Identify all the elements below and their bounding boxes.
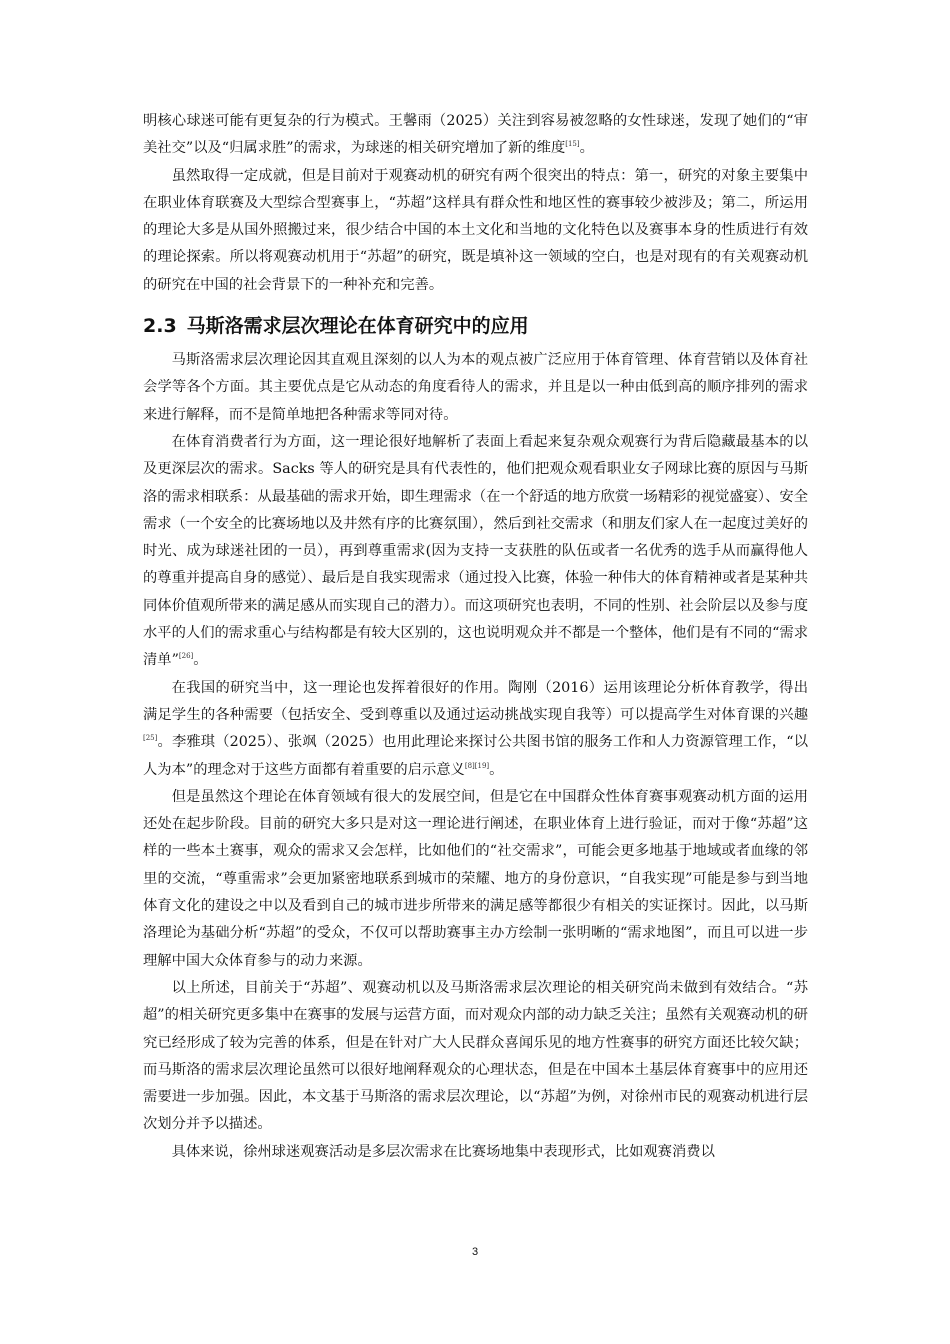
text-run: 。 [193, 652, 208, 669]
paragraph [143, 347, 808, 429]
text-run: 。 [489, 761, 504, 778]
text-run: 以上所述，目前关于“苏超”、观赛动机以及马斯洛需求层次理论的相关研究尚未做到有效结合。“苏超”的相关研究更多集中在赛事的发展与运营方面，而对观众内部的动力缺乏关注；虽然有关观赛动机的研究已经形成了较为完善的体系，但是在针对广大人民群众喜闻乐见的地方性赛事的研究方面还比较欠缺；而马斯洛的需求层次理论虽然可以很好地阐释观众的心理状态，但是在中国本土基层体育赛事中的应用还需要进一步加强。因此，本文基于马斯洛的需求层次理论，以“苏超”为例，对徐州市民的观赛动机进行层次划分并予以描述。 [143, 979, 808, 1133]
text-run: 。李雅琪（2025）、张飒（2025）也用此理论来探讨公共图书馆的服务工作和人力资源管理工作，“以人为本”的理念对于这些方面都有着重要的启示意义 [143, 734, 808, 778]
text-run: 虽然取得一定成就，但是目前对于观赛动机的研究有两个很突出的特点：第一，研究的对象主要集中在职业体育联赛及大型综合型赛事上，“苏超”这样具有群众性和地区性的赛事较少被涉及；第二，所运用的理论大多是从国外照搬过来，很少结合中国的本土文化和当地的文化特色以及赛事本身的性质进行有效的理论探索。所以将观赛动机用于“苏超”的研究，既是填补这一领域的空白，也是对现有的有关观赛动机的研究在中国的社会背景下的一种补充和完善。 [143, 167, 808, 293]
section-number: 2.3 [143, 315, 177, 338]
text-run: 在我国的研究当中，这一理论也发挥着很好的作用。陶刚（2016）运用该理论分析体育教学，得出满足学生的各种需要（包括安全、受到尊重以及通过运动挑战实现自我等）可以提高学生对体育课的兴趣 [143, 679, 808, 723]
paragraph [143, 429, 808, 675]
paragraph [143, 975, 808, 1139]
paragraph-group-section [143, 347, 808, 1166]
section-heading [143, 312, 808, 340]
text-run: 具体来说，徐州球迷观赛活动是多层次需求在比赛场地集中表现形式，比如观赛消费以 [171, 1143, 715, 1160]
paragraph [143, 675, 808, 784]
text-run: 但是虽然这个理论在体育领域有很大的发展空间，但是它在中国群众性体育赛事观赛动机方面的运用还处在起步阶段。目前的研究大多只是对这一理论进行阐述，在职业体育上进行验证，而对于像“苏超”这样的一些本土赛事，观众的需求又会怎样，比如他们的“社交需求”，可能会更多地基于地域或者血缘的邻里的交流，“尊重需求”会更加紧密地联系到城市的荣耀、地方的身份意识，“自我实现”可能是参与到当地体育文化的建设之中以及看到自己的城市进步所带来的满足感等都很少有相关的实证探讨。因此，以马斯洛理论为基础分析“苏超”的受众，不仅可以帮助赛事主办方绘制一张明晰的“需求地图”，而且可以进一步理解中国大众体育参与的动力来源。 [143, 788, 808, 969]
citation-marker: [8][19] [464, 761, 490, 770]
text-run: 明核心球迷可能有更复杂的行为模式。王馨雨（2025）关注到容易被忽略的女性球迷，发现了她们的“审美社交”以及“归属求胜”的需求，为球迷的相关研究增加了新的维度 [143, 113, 808, 157]
citation-marker: [15] [565, 140, 580, 149]
page-number: 3 [471, 1246, 479, 1258]
text-run: 马斯洛需求层次理论因其直观且深刻的以人为本的观点被广泛应用于体育管理、体育营销以及体育社会学等各个方面。其主要优点是它从动态的角度看待人的需求，并且是以一种由低到高的顺序排列的需求来进行解释，而不是简单地把各种需求等同对待。 [143, 352, 808, 423]
paragraph [143, 108, 808, 163]
paragraph [143, 163, 808, 299]
text-run: 。 [579, 140, 594, 157]
text-run: 在体育消费者行为方面，这一理论很好地解析了表面上看起来复杂观众观赛行为背后隐藏最基本的以及更深层次的需求。Sacks 等人的研究是具有代表性的，他们把观众观看职业女子网球比赛的原因与马斯洛的需求相联系：从最基础的需求开始，即生理需求（在一个舒适的地方欣赏一场精彩的视觉盛宴）、安全需求（一个安全的比赛场地以及井然有序的比赛氛围），然后到社交需求（和朋友们家人在一起度过美好的时光、成为球迷社团的一员），再到尊重需求(因为支持一支获胜的队伍或者一名优秀的选手从而赢得他人的尊重并提高自身的感觉）、最后是自我实现需求（通过投入比赛，体验一种伟大的体育精神或者是某种共同体价值观所带来的满足感从而实现自己的潜力）。而这项研究也表明，不同的性别、社会阶层以及参与度水平的人们的需求重心与结构都是有较大区别的，这也说明观众并不都是一个整体，他们是有不同的“需求清单” [143, 433, 808, 669]
section-title: 马斯洛需求层次理论在体育研究中的应用 [186, 315, 529, 338]
citation-marker: [25] [143, 734, 158, 743]
paragraph [143, 1139, 808, 1166]
citation-marker: [26] [178, 652, 194, 661]
paragraph-group-intro [143, 108, 808, 299]
body-text [143, 108, 808, 1166]
paragraph [143, 784, 808, 975]
